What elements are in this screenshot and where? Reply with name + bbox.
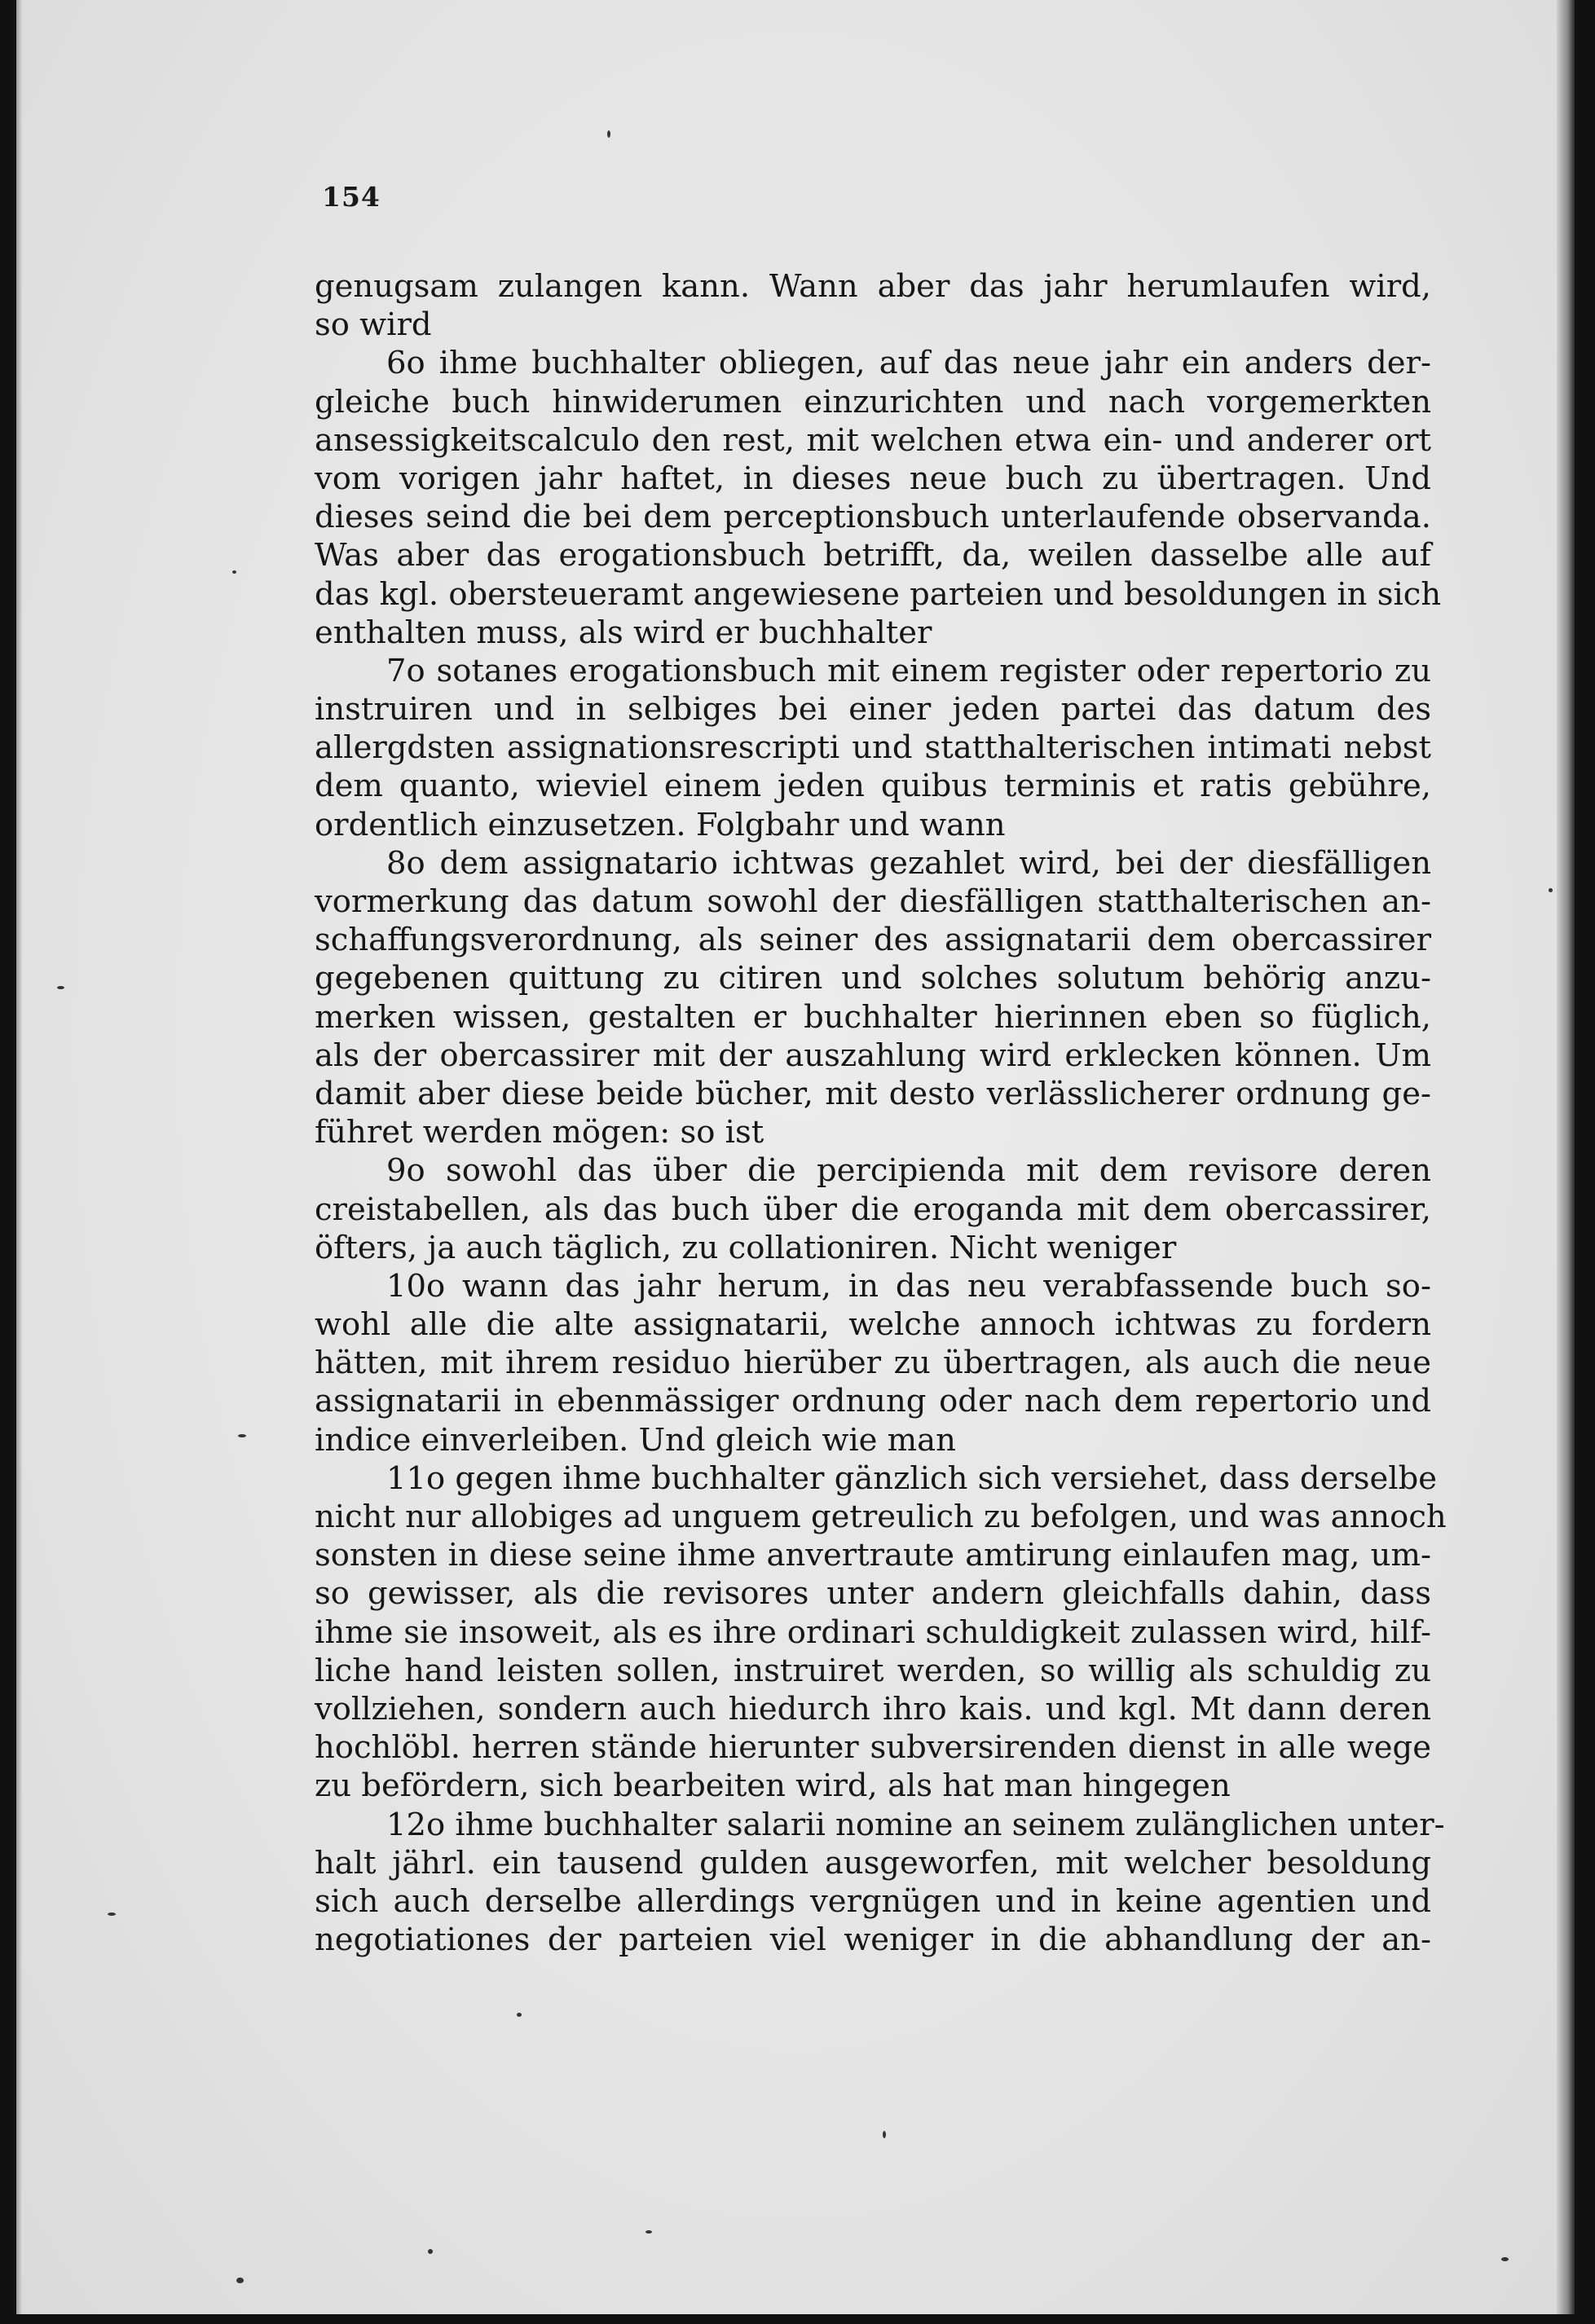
text-line: creistabellen, als das buch über die eroganda mit dem obercassirer,	[315, 1191, 1431, 1228]
text-line: 12o ihme buchhalter salarii nomine an seinem zulänglichen unter-	[386, 1806, 1445, 1843]
text-line: 6o ihme buchhalter obliegen, auf das neue jahr ein anders der-	[386, 345, 1431, 382]
text-line: dem quanto, wieviel einem jeden quibus terminis et ratis gebühre,	[315, 768, 1431, 805]
scan-speck	[108, 1912, 116, 1916]
scan-speck	[883, 2131, 886, 2138]
text-line: wohl alle die alte assignatarii, welche annoch ichtwas zu fordern	[315, 1306, 1431, 1344]
text-line: 7o sotanes erogationsbuch mit einem register oder repertorio zu	[386, 652, 1431, 689]
text-line: 10o wann das jahr herum, in das neu verabfassende buch so-	[386, 1267, 1431, 1305]
text-line: das kgl. obersteueramt angewiesene parteien und besoldungen in sich	[315, 575, 1442, 613]
text-line: damit aber diese beide bücher, mit desto verlässlicherer ordnung ge-	[315, 1075, 1431, 1112]
text-line: ansessigkeitscalculo den rest, mit welchen etwa ein- und anderer ort	[315, 421, 1431, 459]
text-line: schaffungsverordnung, als seiner des assignatarii dem obercassirer	[315, 922, 1431, 959]
text-line: 8o dem assignatario ichtwas gezahlet wird, bei der diesfälligen	[386, 844, 1431, 882]
text-line: vollziehen, sondern auch hiedurch ihro kais. und kgl. Mt dann deren	[315, 1690, 1431, 1728]
scan-speck	[645, 2230, 652, 2234]
scan-speck	[428, 2249, 433, 2254]
text-line: ordentlich einzusetzen. Folgbahr und wann	[315, 806, 1006, 843]
text-line: halt jährl. ein tausend gulden ausgeworfen, mit welcher besoldung	[315, 1844, 1431, 1882]
text-line: indice einverleiben. Und gleich wie man	[315, 1421, 956, 1459]
text-line: liche hand leisten sollen, instruiret werden, so willig als schuldig zu	[315, 1652, 1431, 1689]
scan-speck	[1501, 2257, 1509, 2261]
scan-speck	[238, 1434, 246, 1437]
text-line: 9o sowohl das über die percipienda mit dem revisore deren	[386, 1152, 1431, 1190]
scan-speck	[232, 570, 236, 574]
text-line: gegebenen quittung zu citiren und solches solutum behörig anzu-	[315, 960, 1431, 997]
text-line: so wird	[315, 306, 432, 344]
text-line: führet werden mögen: so ist	[315, 1114, 764, 1151]
page-binding-shadow	[1557, 0, 1575, 2314]
scan-speck	[517, 2013, 522, 2017]
text-line: sonsten in diese seine ihme anvertraute amtirung einlaufen mag, um-	[315, 1537, 1431, 1574]
text-line: Was aber das erogationsbuch betrifft, da, weilen dasselbe alle auf	[315, 537, 1431, 574]
scan-speck	[57, 986, 64, 989]
text-line: ihme sie insoweit, als es ihre ordinari schuldigkeit zulassen wird, hilf-	[315, 1613, 1431, 1651]
text-line: öfters, ja auch täglich, zu collationiren. Nicht weniger	[315, 1229, 1177, 1266]
book-page	[16, 0, 1575, 2314]
text-line: vormerkung das datum sowohl der diesfälligen statthalterischen an-	[315, 883, 1431, 920]
text-line: hätten, mit ihrem residuo hierüber zu übertragen, als auch die neue	[315, 1345, 1431, 1382]
text-line: als der obercassirer mit der auszahlung wird erklecken können. Um	[315, 1037, 1431, 1074]
text-line: so gewisser, als die revisores unter andern gleichfalls dahin, dass	[315, 1575, 1431, 1613]
text-line: dieses seind die bei dem perceptionsbuch unterlaufende observanda.	[315, 499, 1431, 536]
body-text	[315, 267, 1447, 1959]
scan-speck	[1549, 888, 1553, 892]
page-number: 154	[322, 181, 381, 213]
text-line: gleiche buch hinwiderumen einzurichten und nach vorgemerkten	[315, 383, 1431, 420]
text-line: merken wissen, gestalten er buchhalter hierinnen eben so füglich,	[315, 998, 1431, 1036]
text-line: zu befördern, sich bearbeiten wird, als hat man hingegen	[315, 1767, 1231, 1805]
text-line: genugsam zulangen kann. Wann aber das jahr herumlaufen wird,	[315, 268, 1431, 305]
text-line: allergdsten assignationsrescripti und statthalterischen intimati nebst	[315, 729, 1431, 767]
text-line: 11o gegen ihme buchhalter gänzlich sich versiehet, dass derselbe	[386, 1459, 1438, 1497]
scan-speck	[607, 130, 610, 138]
text-line: hochlöbl. herren stände hierunter subversirenden dienst in alle wege	[315, 1729, 1431, 1767]
text-line: nicht nur allobiges ad unguem getreulich zu befolgen, und was annoch	[315, 1499, 1447, 1535]
scan-speck	[236, 2278, 244, 2283]
text-line: sich auch derselbe allerdings vergnügen und in keine agentien und	[315, 1882, 1431, 1920]
text-line: vom vorigen jahr haftet, in dieses neue buch zu übertragen. Und	[315, 460, 1431, 497]
page-left-edge	[16, 0, 23, 2314]
text-line: instruiren und in selbiges bei einer jeden partei das datum des	[315, 691, 1431, 728]
text-line: enthalten muss, als wird er buchhalter	[315, 614, 932, 651]
text-line: assignatarii in ebenmässiger ordnung oder nach dem repertorio und	[315, 1383, 1431, 1420]
text-line: negotiationes der parteien viel weniger in die abhandlung der an-	[315, 1921, 1431, 1959]
